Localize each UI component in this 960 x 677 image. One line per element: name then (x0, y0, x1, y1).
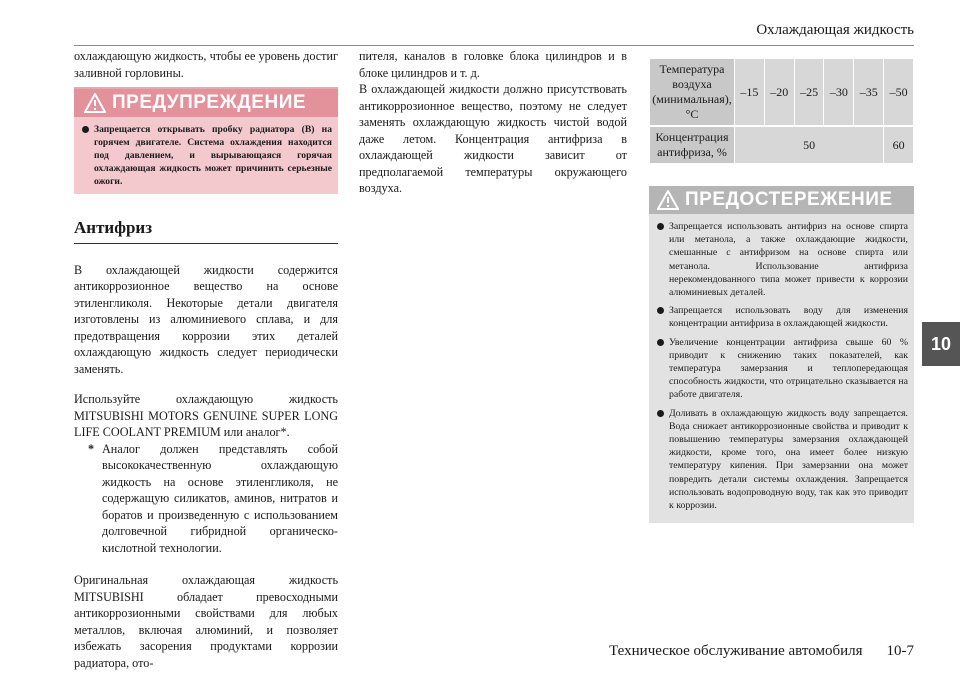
antifreeze-paragraph-3: Оригинальная охлаждающая жидкость MITSUBISHI обладает превосходными антикоррозионными свойствами для любых металлов, включая алюминий, и позволяет избежать засорения продуктами коррозии радиатора, ото- (74, 573, 338, 670)
table-cell: –50 (884, 59, 914, 127)
column-2 (359, 48, 627, 197)
footnote-star: * (88, 441, 95, 456)
warning-header (74, 89, 338, 117)
caution-title: ПРЕДОСТЕРЕЖЕНИЕ (685, 188, 893, 210)
caution-item: Увеличение концентрации антифриза свыше 60 % приводит к снижению таких показателей, как температура замерзания и теплопередающая способность жидкости, что отрицательно сказывается на работе двигателя. (655, 336, 908, 402)
caution-item: Запрещается использовать воду для изменения концентрации антифриза в охлаждающей жидкости. (655, 304, 908, 330)
caution-item: Доливать в охлаждающую жидкость воду запрещается. Вода снижает антикоррозионные свойства и приводит к повышению температуры замерзания охлаждающей жидкости, кроме того, она имеет более низкую температуру кипения. При замерзании она может повредить детали системы охлаждения. Запрещается использовать водопроводную воду, так как это приводит к коррозии. (655, 407, 908, 513)
column-3 (649, 58, 914, 523)
concentration-paragraph: В охлаждающей жидкости должно присутствовать антикоррозионное вещество, поэтому не следует заменять охлаждающую жидкость чистой водой даже летом. Концентрация антифриза в охлаждающей жидкости зависит от предполагаемой температуры окружающего воздуха. (359, 82, 627, 195)
bullet-icon (657, 307, 664, 314)
table-cell: 60 (884, 126, 914, 164)
table-row-header: Концентрация антифриза, % (650, 126, 735, 164)
header-title: Охлаждающая жидкость (756, 22, 914, 38)
temperature-table (649, 58, 914, 164)
table-row (650, 126, 914, 164)
chapter-tab: 10 (922, 322, 960, 366)
table-row (650, 59, 914, 127)
warning-box (74, 87, 338, 194)
table-cell: –20 (764, 59, 794, 127)
table-cell: –35 (854, 59, 884, 127)
warning-item: Запрещается открывать пробку радиатора (В) на горячем двигателе. Система охлаждения находится под давлением, и вырывающаяся горячая охлаждающая жидкость может причинить серьезные ожоги. (80, 123, 332, 188)
warning-title: ПРЕДУПРЕЖДЕНИЕ (112, 91, 307, 113)
table-cell: –15 (735, 59, 765, 127)
table-row-header: Температура воздуха (минимальная), °C (650, 59, 735, 127)
page-footer (609, 643, 914, 660)
section-title: Антифриз (74, 220, 338, 244)
bullet-icon (657, 410, 664, 417)
table-cell: 50 (735, 126, 884, 164)
antifreeze-paragraph-2: Используйте охлаждающую жидкость MITSUBISHI MOTORS GENUINE SUPER LONG LIFE COOLANT PREMIUM или аналог*. (74, 392, 338, 439)
caution-item: Запрещается использовать антифриз на основе спирта или метанола, а также охлаждающие жидкости, смешанные с антифризом на основе спирта или метанола. Использование антифриза нерекомендованного типа может привести к коррозии алюминиевых деталей. (655, 220, 908, 299)
bullet-icon (657, 339, 664, 346)
footnote-text: Аналог должен представлять собой высококачественную охлаждающую жидкость на основе этиленгликоля, не содержащую силикатов, аминов, нитратов и боратов и произведенную с использованием долговечной гибридной органическо-кислотной технологии. (102, 441, 338, 555)
bullet-icon (82, 126, 89, 133)
footnote (74, 441, 338, 557)
header-rule (74, 45, 914, 46)
table-cell: –25 (794, 59, 824, 127)
caution-triangle-icon (657, 190, 679, 210)
caution-header (649, 186, 914, 214)
continued-paragraph: пителя, каналов в головке блока цилиндров и в блоке цилиндров и т. д. (359, 49, 627, 80)
bullet-icon (657, 223, 664, 230)
caution-box (649, 186, 914, 523)
antifreeze-paragraph-1: В охлаждающей жидкости содержится антикоррозионное вещество на основе этиленгликоля. Некоторые детали двигателя изготовлены из алюминиевого сплава, и для предотвращения коррозии этих деталей охлаждающую жидкость следует периодически заменять. (74, 262, 338, 376)
column-1 (74, 48, 338, 671)
intro-text: охлаждающую жидкость, чтобы ее уровень достиг заливной горловины. (74, 49, 338, 80)
page-number: 10-7 (886, 643, 914, 659)
footer-text: Техническое обслуживание автомобиля (609, 643, 863, 659)
warning-triangle-icon (84, 93, 106, 113)
table-cell: –30 (824, 59, 854, 127)
